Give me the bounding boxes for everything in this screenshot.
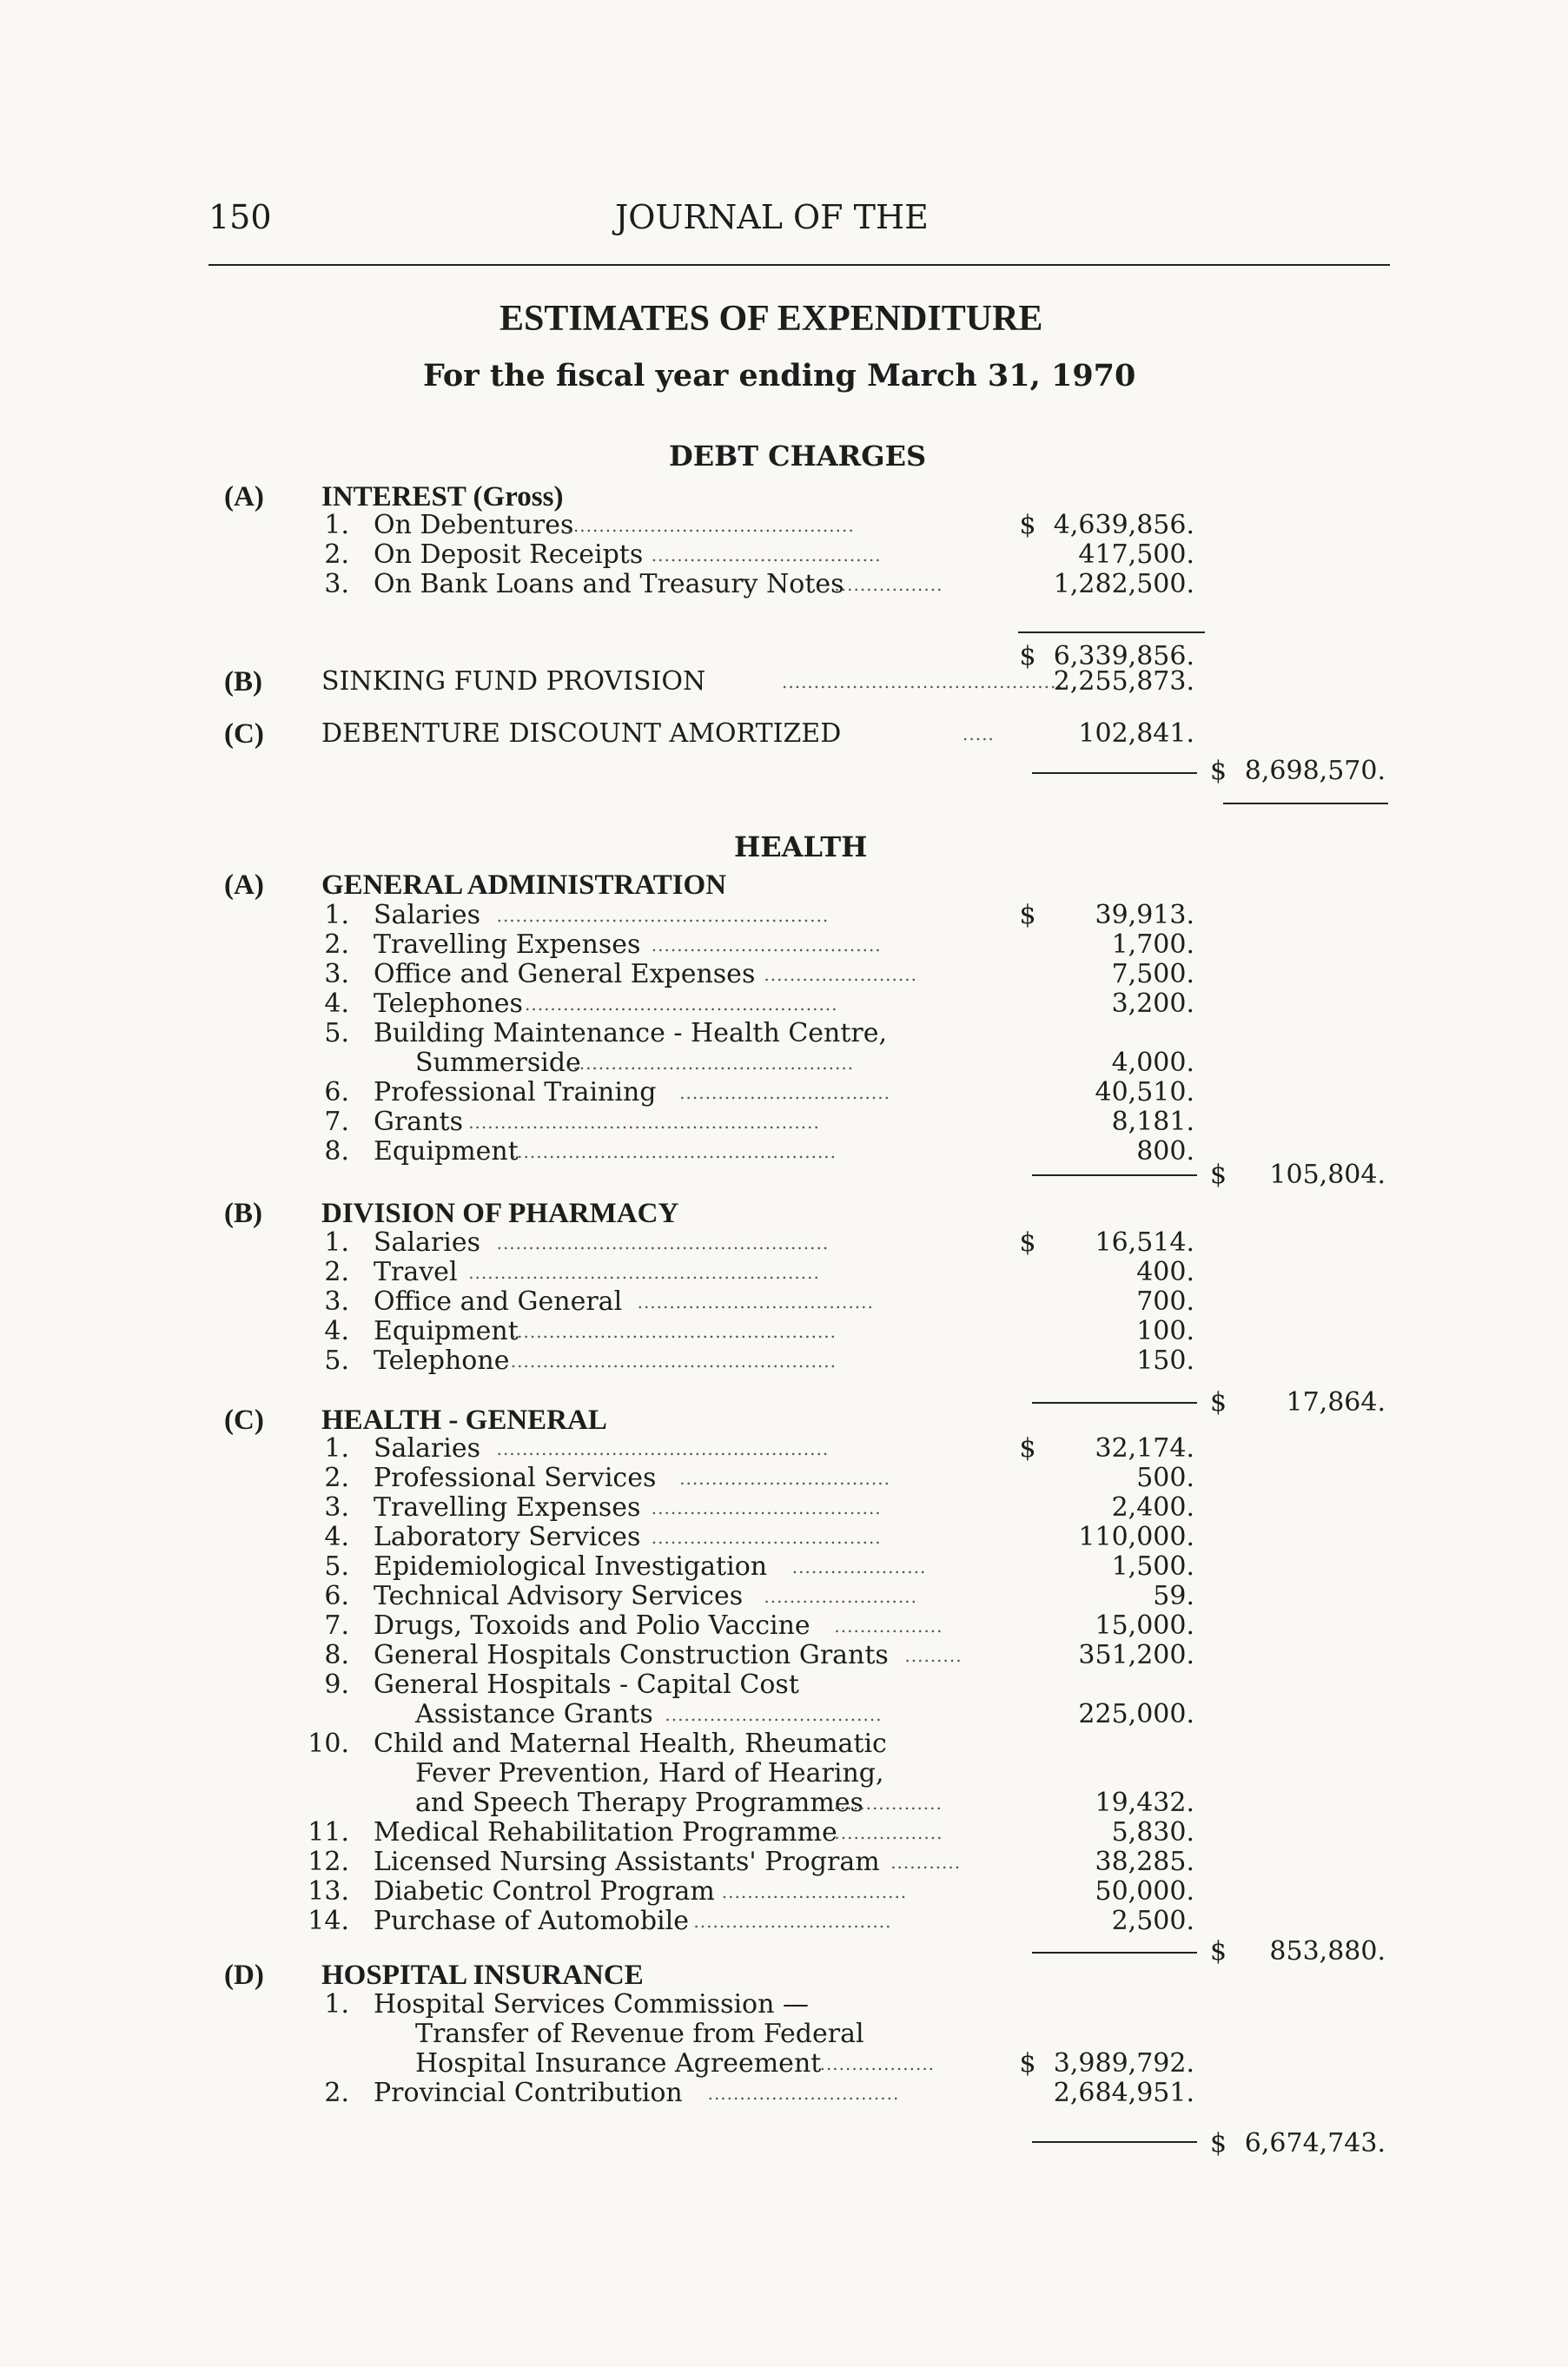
item-description: Hospital Services Commission — <box>374 1989 809 2020</box>
item-amount: 4,000. <box>1111 1048 1194 1078</box>
item-number: 7. <box>324 1107 349 1137</box>
item-description: Technical Advisory Services <box>374 1581 744 1611</box>
item-description: General Hospitals - Capital Cost <box>374 1669 799 1700</box>
item-amount: 5,830. <box>1111 1817 1194 1848</box>
dollar-sign: $ <box>1019 1433 1036 1464</box>
line-item <box>0 1464 1568 1493</box>
item-amount: 16,514. <box>1095 1227 1194 1258</box>
section-title: HOSPITAL INSURANCE <box>321 1960 644 1991</box>
item-number: 1. <box>324 510 349 540</box>
section-label: (A) <box>224 869 264 901</box>
item-number: 2. <box>324 1463 349 1493</box>
dot-leader: ................. <box>833 1793 943 1814</box>
section-heading-health: HEALTH <box>734 830 868 863</box>
item-number: 9. <box>324 1669 349 1700</box>
item-description: Grants <box>374 1107 463 1137</box>
item-description: Office and General Expenses <box>374 959 756 989</box>
dot-leader: ................................. <box>679 1468 890 1489</box>
item-amount: 8,181. <box>1111 1107 1194 1137</box>
dollar-sign: $ <box>1210 2128 1227 2159</box>
page-subtitle: For the fiscal year ending March 31, 1970 <box>423 358 1136 393</box>
item-number: 1. <box>324 1227 349 1258</box>
debt-c-row <box>0 719 1568 749</box>
item-number: 8. <box>324 1136 349 1167</box>
line-item <box>0 540 1568 570</box>
line-item <box>0 989 1568 1019</box>
item-amount: 3,200. <box>1111 988 1194 1019</box>
item-amount: 700. <box>1136 1286 1194 1317</box>
line-item <box>0 1641 1568 1670</box>
line-item <box>0 1759 1568 1788</box>
item-number: 3. <box>324 959 349 989</box>
section-label: (B) <box>224 666 262 698</box>
health-d-heading <box>0 1960 1568 1990</box>
line-item <box>0 1848 1568 1877</box>
line-item <box>0 1729 1568 1759</box>
dot-leader: .................................... <box>651 545 882 565</box>
item-description: On Deposit Receipts <box>374 539 644 570</box>
dot-leader: .................................... <box>651 1527 882 1548</box>
item-description: Equipment <box>374 1136 519 1167</box>
item-number: 4. <box>324 1316 349 1346</box>
line-item <box>0 1582 1568 1611</box>
grand-amount: 853,880. <box>1269 1936 1386 1967</box>
dot-leader: ............................. <box>721 1881 908 1902</box>
dollar-sign: $ <box>1210 1387 1227 1418</box>
grand-amount: 105,804. <box>1269 1160 1386 1190</box>
line-item <box>0 1523 1568 1552</box>
dot-leader: ................................. <box>679 1082 890 1103</box>
dot-leader: ................................................... <box>510 1351 837 1372</box>
amount: 6,339,856. <box>1053 641 1194 671</box>
debt-total <box>0 757 1568 786</box>
item-number: 2. <box>324 929 349 960</box>
line-item <box>0 1877 1568 1907</box>
line-item <box>0 901 1568 930</box>
item-number: 1. <box>324 900 349 930</box>
dot-leader: ............................................. <box>566 1053 855 1074</box>
item-amount: 150. <box>1136 1345 1194 1376</box>
item-amount: 3,989,792. <box>1053 2048 1194 2079</box>
grand-amount: 17,864. <box>1286 1387 1386 1418</box>
item-description: Salaries <box>374 1433 481 1464</box>
line-item <box>0 1258 1568 1287</box>
item-number: 12. <box>308 1847 349 1877</box>
item-description: On Debentures <box>374 510 574 540</box>
item-amount: 2,500. <box>1111 1906 1194 1936</box>
item-description: Telephones <box>374 988 523 1019</box>
item-number: 5. <box>324 1345 349 1376</box>
dollar-sign: $ <box>1019 1227 1036 1258</box>
dot-leader: ............................................. <box>566 515 855 536</box>
dollar-sign: $ <box>1210 1936 1227 1967</box>
item-amount: 2,684,951. <box>1053 2078 1194 2108</box>
item-description: Epidemiological Investigation <box>374 1551 768 1582</box>
line-item <box>0 1788 1568 1818</box>
item-description: Equipment <box>374 1316 519 1346</box>
double-rule <box>1223 803 1388 804</box>
dot-leader: .................................................... <box>496 1438 830 1459</box>
line-item <box>0 1317 1568 1346</box>
item-description: Child and Maternal Health, Rheumatic <box>374 1729 887 1759</box>
item-amount: 100. <box>1136 1316 1194 1346</box>
line-item <box>0 570 1568 599</box>
item-description: Travelling Expenses <box>374 1492 641 1523</box>
section-title: SINKING FUND PROVISION <box>321 666 706 697</box>
running-title: JOURNAL OF THE <box>615 198 929 236</box>
item-description: Licensed Nursing Assistants' Program <box>374 1847 880 1877</box>
item-amount: 500. <box>1136 1463 1194 1493</box>
dot-leader: ............................... <box>693 1911 892 1932</box>
item-description: Fever Prevention, Hard of Hearing, <box>415 1758 884 1788</box>
line-item <box>0 2079 1568 2108</box>
item-number: 4. <box>324 1522 349 1552</box>
item-number: 6. <box>324 1077 349 1107</box>
dot-leader: .................................................... <box>496 1233 830 1253</box>
dot-leader: ................................................. <box>525 994 838 1015</box>
item-description: General Hospitals Construction Grants <box>374 1640 889 1670</box>
item-amount: 39,913. <box>1095 900 1194 930</box>
dot-leader: ................................................... <box>510 1321 837 1342</box>
item-number: 3. <box>324 1492 349 1523</box>
section-label: (B) <box>224 1198 262 1229</box>
health-c-heading <box>0 1405 1568 1435</box>
dot-leader: ........................ <box>764 964 917 985</box>
section-title: INTEREST (Gross) <box>321 481 564 512</box>
item-number: 11. <box>308 1817 349 1848</box>
section-label: (C) <box>224 1405 264 1436</box>
section-label: (A) <box>224 481 264 512</box>
line-item <box>0 2020 1568 2049</box>
item-amount: 19,432. <box>1095 1788 1194 1818</box>
section-label: (D) <box>224 1960 264 1991</box>
item-amount: 2,400. <box>1111 1492 1194 1523</box>
item-description: and Speech Therapy Programmes <box>415 1788 863 1818</box>
item-number: 2. <box>324 539 349 570</box>
subtotal-rule <box>1018 631 1205 633</box>
line-item <box>0 1019 1568 1048</box>
line-item <box>0 511 1568 540</box>
dollar-sign: $ <box>1210 1160 1227 1190</box>
item-description: Drugs, Toxoids and Polio Vaccine <box>374 1610 810 1641</box>
dot-leader: .............................. <box>707 2083 900 2104</box>
header-rule <box>208 264 1390 266</box>
line-item <box>0 1700 1568 1729</box>
item-amount: 110,000. <box>1078 1522 1194 1552</box>
line-item <box>0 1228 1568 1258</box>
item-number: 3. <box>324 569 349 599</box>
line-item <box>0 930 1568 960</box>
item-description: Travelling Expenses <box>374 929 641 960</box>
line-item <box>0 1818 1568 1848</box>
line-item <box>0 1670 1568 1700</box>
dot-leader: .................................... <box>651 935 882 955</box>
item-description: Building Maintenance - Health Centre, <box>374 1018 888 1048</box>
item-number: 10. <box>308 1729 349 1759</box>
section-label: (C) <box>224 718 264 750</box>
dollar-sign: $ <box>1019 900 1036 930</box>
dot-leader: ................. <box>834 1822 943 1843</box>
item-description: Professional Training <box>374 1077 657 1107</box>
line-item <box>0 1552 1568 1582</box>
item-amount: 225,000. <box>1078 1699 1194 1729</box>
item-amount: 417,500. <box>1078 539 1194 570</box>
dot-leader: ..................................... <box>637 1292 874 1312</box>
item-amount: 38,285. <box>1095 1847 1194 1877</box>
section-title: DEBENTURE DISCOUNT AMORTIZED <box>321 718 842 749</box>
line-item <box>0 1493 1568 1523</box>
dollar-sign: $ <box>1019 510 1036 540</box>
section-title: GENERAL ADMINISTRATION <box>321 869 727 901</box>
item-number: 8. <box>324 1640 349 1670</box>
page-number: 150 <box>208 198 272 236</box>
line-item <box>0 1611 1568 1641</box>
dot-leader: .................................................... <box>496 905 830 926</box>
item-number: 1. <box>324 1433 349 1464</box>
item-description: Telephone <box>374 1345 510 1376</box>
line-item <box>0 1434 1568 1464</box>
item-amount: 40,510. <box>1095 1077 1194 1107</box>
dot-leader: .................. <box>819 2053 936 2074</box>
dot-leader: .................................... <box>651 1498 882 1518</box>
item-number: 2. <box>324 2078 349 2108</box>
dot-leader: ..... <box>963 724 995 744</box>
section-total <box>0 1160 1568 1190</box>
line-item <box>0 1107 1568 1137</box>
dollar-sign: $ <box>1019 2048 1036 2079</box>
item-amount: 32,174. <box>1095 1433 1194 1464</box>
section-title: HEALTH - GENERAL <box>321 1405 607 1436</box>
item-amount: 50,000. <box>1095 1876 1194 1907</box>
item-description: Hospital Insurance Agreement <box>415 2048 822 2079</box>
item-amount: 4,639,856. <box>1053 510 1194 540</box>
health-b-heading <box>0 1199 1568 1228</box>
item-description: Summerside <box>415 1048 581 1078</box>
item-amount: 1,282,500. <box>1053 569 1194 599</box>
section-title: DIVISION OF PHARMACY <box>321 1198 679 1229</box>
dot-leader: ................. <box>834 1616 943 1636</box>
dot-leader: ................................................... <box>510 1141 837 1162</box>
item-description: Assistance Grants <box>415 1699 653 1729</box>
page-title: ESTIMATES OF EXPENDITURE <box>500 299 1043 339</box>
item-description: Office and General <box>374 1286 623 1317</box>
item-amount: 59. <box>1153 1581 1194 1611</box>
health-a-heading <box>0 870 1568 900</box>
line-item <box>0 1990 1568 2020</box>
item-amount: 7,500. <box>1111 959 1194 989</box>
item-number: 5. <box>324 1018 349 1048</box>
item-description: On Bank Loans and Treasury Notes <box>374 569 844 599</box>
item-description: Professional Services <box>374 1463 657 1493</box>
item-description: Medical Rehabilitation Programme <box>374 1817 837 1848</box>
item-description: Diabetic Control Program <box>374 1876 715 1907</box>
item-number: 13. <box>308 1876 349 1907</box>
dollar-sign: $ <box>1019 641 1036 671</box>
item-description: Purchase of Automobile <box>374 1906 690 1936</box>
item-amount: 800. <box>1136 1136 1194 1167</box>
item-number: 5. <box>324 1551 349 1582</box>
line-item <box>0 2049 1568 2079</box>
item-description: Salaries <box>374 1227 481 1258</box>
dot-leader: .................................. <box>665 1704 883 1725</box>
item-number: 1. <box>324 1989 349 2020</box>
debt-b-row <box>0 667 1568 697</box>
item-number: 4. <box>324 988 349 1019</box>
item-amount: 15,000. <box>1095 1610 1194 1641</box>
dot-leader: ......... <box>904 1645 963 1666</box>
item-number: 2. <box>324 1257 349 1287</box>
line-item <box>0 1287 1568 1317</box>
item-number: 6. <box>324 1581 349 1611</box>
grand-amount: 8,698,570. <box>1244 756 1386 786</box>
item-description: Transfer of Revenue from Federal <box>415 2019 864 2049</box>
amount: 2,255,873. <box>1053 666 1194 697</box>
dot-leader: ................. <box>834 574 943 595</box>
dot-leader: ........... <box>890 1852 962 1873</box>
item-number: 14. <box>308 1906 349 1936</box>
dollar-sign: $ <box>1210 756 1227 786</box>
item-number: 7. <box>324 1610 349 1641</box>
item-amount: 1,700. <box>1111 929 1194 960</box>
item-description: Laboratory Services <box>374 1522 641 1552</box>
item-number: 3. <box>324 1286 349 1317</box>
section-heading-debt: DEBT CHARGES <box>669 440 927 473</box>
dot-leader: ....................................................... <box>468 1262 820 1283</box>
item-amount: 400. <box>1136 1257 1194 1287</box>
item-description: Provincial Contribution <box>374 2078 683 2108</box>
line-item <box>0 1907 1568 1936</box>
dot-leader: ........................ <box>764 1586 917 1607</box>
item-description: Salaries <box>374 900 481 930</box>
line-item <box>0 1048 1568 1078</box>
line-item <box>0 1346 1568 1376</box>
item-amount: 351,200. <box>1078 1640 1194 1670</box>
item-description: Travel <box>374 1257 458 1287</box>
line-item <box>0 960 1568 989</box>
item-amount: 1,500. <box>1111 1551 1194 1582</box>
grand-amount: 6,674,743. <box>1244 2128 1386 2159</box>
dot-leader: ....................................................... <box>468 1112 820 1133</box>
dot-leader: ..................... <box>791 1557 927 1577</box>
debt-a-heading <box>0 482 1568 512</box>
line-item <box>0 1078 1568 1107</box>
amount: 102,841. <box>1078 718 1194 749</box>
section-total <box>0 2129 1568 2159</box>
dot-leader: ............................................ <box>782 671 1063 692</box>
